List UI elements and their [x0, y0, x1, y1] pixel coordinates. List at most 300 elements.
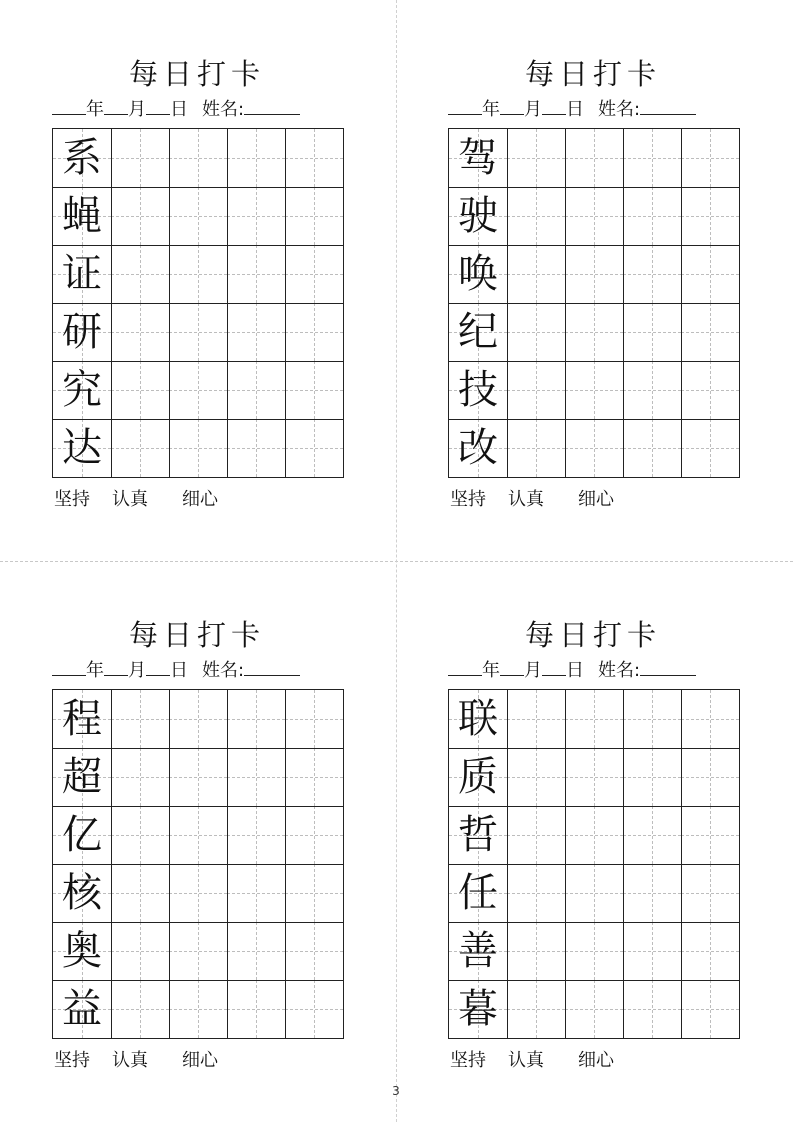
practice-cell[interactable] — [111, 303, 169, 361]
practice-cell[interactable] — [507, 748, 565, 806]
name-blank[interactable] — [244, 96, 300, 115]
year-label: 年 — [482, 99, 500, 120]
card-title: 每日打卡 — [524, 57, 661, 91]
model-character: 系 — [62, 135, 102, 181]
checkin-card — [52, 0, 352, 510]
checkin-card — [52, 561, 352, 1071]
guide-line — [111, 719, 169, 720]
card-title: 每日打卡 — [128, 618, 265, 652]
model-character-cell — [449, 419, 507, 477]
guide-line — [623, 1009, 681, 1010]
guide-line — [285, 390, 343, 391]
grid-line — [53, 748, 343, 749]
guide-line — [507, 1009, 565, 1010]
practice-cell[interactable] — [285, 419, 343, 477]
practice-cell[interactable] — [285, 245, 343, 303]
motto-word: 认真 — [112, 489, 148, 510]
grid-row — [449, 864, 739, 922]
guide-line — [681, 158, 739, 159]
motto-word: 坚持 — [450, 1050, 486, 1071]
grid-row — [449, 980, 739, 1038]
guide-line — [565, 158, 623, 159]
motto-word: 细心 — [182, 489, 218, 510]
practice-cell[interactable] — [111, 245, 169, 303]
guide-line — [111, 835, 169, 836]
model-character-cell — [53, 748, 111, 806]
checkin-card — [448, 561, 748, 1071]
guide-line — [111, 1009, 169, 1010]
year-blank[interactable] — [52, 96, 86, 115]
grid-row — [449, 806, 739, 864]
practice-cell[interactable] — [227, 864, 285, 922]
guide-line — [565, 274, 623, 275]
guide-line — [169, 777, 227, 778]
model-character: 哲 — [458, 812, 498, 858]
guide-line — [285, 158, 343, 159]
model-character-cell — [449, 129, 507, 187]
year-blank[interactable] — [52, 657, 86, 676]
grid-line — [53, 419, 343, 420]
practice-cell[interactable] — [507, 980, 565, 1038]
day-blank[interactable] — [542, 657, 566, 676]
guide-line — [285, 893, 343, 894]
practice-cell[interactable] — [681, 806, 739, 864]
practice-cell[interactable] — [227, 245, 285, 303]
guide-line — [285, 216, 343, 217]
model-character: 亿 — [62, 812, 102, 858]
model-character-cell — [449, 690, 507, 748]
date-name-line — [448, 96, 696, 122]
grid-line — [53, 922, 343, 923]
grid-line — [53, 980, 343, 981]
guide-line — [111, 390, 169, 391]
writing-grid — [52, 689, 344, 1039]
guide-line — [169, 332, 227, 333]
guide-line — [169, 448, 227, 449]
guide-line — [285, 719, 343, 720]
model-character: 驶 — [458, 193, 498, 239]
guide-line — [169, 951, 227, 952]
grid-row — [53, 980, 343, 1038]
guide-line — [681, 719, 739, 720]
model-character-cell — [53, 806, 111, 864]
guide-line — [681, 216, 739, 217]
motto-word: 坚持 — [54, 1050, 90, 1071]
practice-cell[interactable] — [285, 187, 343, 245]
model-character: 程 — [62, 696, 102, 742]
practice-cell[interactable] — [111, 361, 169, 419]
practice-cell[interactable] — [285, 980, 343, 1038]
month-label: 月 — [128, 660, 146, 681]
practice-cell[interactable] — [507, 922, 565, 980]
guide-line — [285, 777, 343, 778]
guide-line — [169, 390, 227, 391]
date-name-line — [448, 657, 696, 683]
grid-line — [53, 187, 343, 188]
name-label: 姓名: — [598, 660, 641, 681]
practice-cell[interactable] — [565, 303, 623, 361]
practice-cell[interactable] — [111, 864, 169, 922]
model-character-cell — [53, 303, 111, 361]
guide-line — [507, 893, 565, 894]
writing-grid — [448, 128, 740, 478]
grid-line — [53, 361, 343, 362]
practice-cell[interactable] — [227, 748, 285, 806]
guide-line — [111, 216, 169, 217]
practice-cell[interactable] — [169, 187, 227, 245]
practice-cell[interactable] — [507, 806, 565, 864]
grid-line — [53, 245, 343, 246]
practice-cell[interactable] — [623, 690, 681, 748]
practice-cell[interactable] — [227, 419, 285, 477]
practice-cell[interactable] — [681, 980, 739, 1038]
practice-cell[interactable] — [565, 419, 623, 477]
model-character-cell — [449, 303, 507, 361]
practice-cell[interactable] — [623, 129, 681, 187]
model-character: 善 — [458, 928, 498, 974]
guide-line — [623, 216, 681, 217]
motto-word: 认真 — [112, 1050, 148, 1071]
model-character-cell — [449, 245, 507, 303]
grid-row — [53, 361, 343, 419]
model-character-cell — [53, 361, 111, 419]
guide-line — [507, 216, 565, 217]
practice-cell[interactable] — [565, 748, 623, 806]
name-blank[interactable] — [640, 96, 696, 115]
year-label: 年 — [86, 99, 104, 120]
year-blank[interactable] — [448, 96, 482, 115]
practice-cell[interactable] — [285, 748, 343, 806]
date-name-line — [52, 96, 300, 122]
model-character-cell — [449, 806, 507, 864]
grid-line — [449, 187, 739, 188]
checkin-card — [448, 0, 748, 510]
name-blank[interactable] — [244, 657, 300, 676]
guide-line — [169, 893, 227, 894]
practice-cell[interactable] — [169, 806, 227, 864]
guide-line — [227, 1009, 285, 1010]
practice-cell[interactable] — [169, 303, 227, 361]
model-character: 质 — [458, 754, 498, 800]
practice-cell[interactable] — [681, 303, 739, 361]
guide-line — [507, 332, 565, 333]
practice-cell[interactable] — [169, 419, 227, 477]
practice-cell[interactable] — [111, 748, 169, 806]
model-character-cell — [53, 690, 111, 748]
day-blank[interactable] — [146, 96, 170, 115]
grid-line — [449, 806, 739, 807]
year-label: 年 — [86, 660, 104, 681]
card-title: 每日打卡 — [128, 57, 265, 91]
practice-cell[interactable] — [623, 245, 681, 303]
guide-line — [227, 951, 285, 952]
model-character-cell — [53, 922, 111, 980]
grid-line — [449, 303, 739, 304]
name-blank[interactable] — [640, 657, 696, 676]
year-blank[interactable] — [448, 657, 482, 676]
guide-line — [507, 719, 565, 720]
day-label: 日 — [566, 99, 584, 120]
practice-cell[interactable] — [681, 129, 739, 187]
motto-word: 认真 — [508, 489, 544, 510]
grid-line — [449, 748, 739, 749]
practice-cell[interactable] — [507, 245, 565, 303]
practice-cell[interactable] — [565, 361, 623, 419]
model-character: 益 — [62, 986, 102, 1032]
grid-row — [53, 303, 343, 361]
model-character-cell — [53, 419, 111, 477]
guide-line — [285, 448, 343, 449]
day-blank[interactable] — [146, 657, 170, 676]
guide-line — [565, 719, 623, 720]
practice-cell[interactable] — [681, 864, 739, 922]
practice-cell[interactable] — [227, 129, 285, 187]
practice-cell[interactable] — [285, 864, 343, 922]
guide-line — [111, 274, 169, 275]
motto — [450, 488, 614, 512]
motto — [54, 488, 218, 512]
vertical-cut-line — [396, 0, 397, 1122]
month-label: 月 — [524, 660, 542, 681]
guide-line — [681, 274, 739, 275]
guide-line — [227, 274, 285, 275]
practice-cell[interactable] — [623, 303, 681, 361]
practice-cell[interactable] — [507, 690, 565, 748]
page-number: 3 — [392, 1084, 400, 1098]
grid-row — [449, 361, 739, 419]
motto-word: 认真 — [508, 1050, 544, 1071]
practice-cell[interactable] — [507, 361, 565, 419]
guide-line — [227, 893, 285, 894]
model-character-cell — [53, 245, 111, 303]
practice-cell[interactable] — [681, 748, 739, 806]
guide-line — [507, 390, 565, 391]
guide-line — [507, 777, 565, 778]
practice-cell[interactable] — [565, 187, 623, 245]
practice-cell[interactable] — [169, 980, 227, 1038]
motto-word: 细心 — [578, 489, 614, 510]
model-character: 技 — [458, 367, 498, 413]
model-character: 蝇 — [62, 193, 102, 239]
guide-line — [565, 448, 623, 449]
card-title: 每日打卡 — [524, 618, 661, 652]
practice-cell[interactable] — [507, 864, 565, 922]
guide-line — [565, 835, 623, 836]
practice-cell[interactable] — [169, 748, 227, 806]
grid-row — [449, 129, 739, 187]
practice-cell[interactable] — [227, 187, 285, 245]
guide-line — [565, 332, 623, 333]
practice-cell[interactable] — [227, 806, 285, 864]
practice-cell[interactable] — [111, 129, 169, 187]
grid-row — [449, 187, 739, 245]
practice-cell[interactable] — [681, 690, 739, 748]
guide-line — [169, 1009, 227, 1010]
guide-line — [681, 448, 739, 449]
motto-word: 坚持 — [450, 489, 486, 510]
grid-row — [53, 806, 343, 864]
month-blank[interactable] — [104, 657, 128, 676]
name-label: 姓名: — [202, 99, 245, 120]
motto-word: 细心 — [578, 1050, 614, 1071]
name-label: 姓名: — [202, 660, 245, 681]
practice-cell[interactable] — [111, 690, 169, 748]
guide-line — [565, 777, 623, 778]
practice-cell[interactable] — [169, 361, 227, 419]
practice-cell[interactable] — [285, 922, 343, 980]
grid-row — [53, 922, 343, 980]
model-character: 驾 — [458, 135, 498, 181]
model-character: 证 — [62, 251, 102, 297]
practice-cell[interactable] — [623, 980, 681, 1038]
practice-cell[interactable] — [565, 806, 623, 864]
day-blank[interactable] — [542, 96, 566, 115]
grid-line — [449, 864, 739, 865]
practice-cell[interactable] — [169, 864, 227, 922]
guide-line — [507, 951, 565, 952]
guide-line — [623, 719, 681, 720]
practice-cell[interactable] — [507, 419, 565, 477]
practice-cell[interactable] — [623, 864, 681, 922]
practice-cell[interactable] — [565, 690, 623, 748]
guide-line — [681, 390, 739, 391]
practice-cell[interactable] — [227, 690, 285, 748]
motto — [450, 1049, 614, 1073]
model-character: 纪 — [458, 309, 498, 355]
practice-cell[interactable] — [169, 922, 227, 980]
practice-cell[interactable] — [285, 806, 343, 864]
model-character-cell — [449, 187, 507, 245]
guide-line — [681, 1009, 739, 1010]
model-character: 奥 — [62, 928, 102, 974]
grid-line — [449, 245, 739, 246]
guide-line — [285, 835, 343, 836]
practice-cell[interactable] — [681, 922, 739, 980]
guide-line — [507, 448, 565, 449]
model-character-cell — [449, 922, 507, 980]
practice-cell[interactable] — [169, 245, 227, 303]
practice-cell[interactable] — [681, 361, 739, 419]
guide-line — [111, 448, 169, 449]
guide-line — [507, 274, 565, 275]
practice-cell[interactable] — [623, 748, 681, 806]
practice-cell[interactable] — [623, 806, 681, 864]
model-character-cell — [449, 361, 507, 419]
practice-cell[interactable] — [565, 864, 623, 922]
practice-cell[interactable] — [227, 361, 285, 419]
guide-line — [285, 951, 343, 952]
grid-row — [449, 922, 739, 980]
practice-cell[interactable] — [565, 245, 623, 303]
guide-line — [565, 951, 623, 952]
practice-cell[interactable] — [565, 129, 623, 187]
guide-line — [227, 216, 285, 217]
model-character-cell — [53, 129, 111, 187]
practice-cell[interactable] — [285, 690, 343, 748]
practice-cell[interactable] — [285, 303, 343, 361]
practice-cell[interactable] — [623, 922, 681, 980]
guide-line — [227, 835, 285, 836]
guide-line — [111, 332, 169, 333]
month-label: 月 — [524, 99, 542, 120]
practice-cell[interactable] — [169, 690, 227, 748]
grid-row — [449, 748, 739, 806]
month-blank[interactable] — [500, 96, 524, 115]
guide-line — [169, 274, 227, 275]
practice-cell[interactable] — [507, 187, 565, 245]
model-character: 究 — [62, 367, 102, 413]
model-character: 暮 — [458, 986, 498, 1032]
grid-row — [449, 419, 739, 477]
guide-line — [623, 835, 681, 836]
guide-line — [681, 835, 739, 836]
guide-line — [227, 777, 285, 778]
grid-row — [53, 187, 343, 245]
practice-cell[interactable] — [623, 187, 681, 245]
practice-cell[interactable] — [285, 129, 343, 187]
day-label: 日 — [566, 660, 584, 681]
practice-cell[interactable] — [285, 361, 343, 419]
practice-cell[interactable] — [565, 980, 623, 1038]
guide-line — [227, 719, 285, 720]
practice-cell[interactable] — [227, 303, 285, 361]
model-character: 核 — [62, 870, 102, 916]
guide-line — [623, 893, 681, 894]
practice-cell[interactable] — [623, 361, 681, 419]
guide-line — [681, 893, 739, 894]
day-label: 日 — [170, 660, 188, 681]
guide-line — [681, 951, 739, 952]
guide-line — [285, 274, 343, 275]
grid-line — [53, 806, 343, 807]
model-character: 研 — [62, 309, 102, 355]
practice-cell[interactable] — [227, 980, 285, 1038]
guide-line — [565, 893, 623, 894]
grid-line — [449, 361, 739, 362]
guide-line — [623, 158, 681, 159]
guide-line — [111, 893, 169, 894]
practice-cell[interactable] — [507, 303, 565, 361]
practice-cell[interactable] — [111, 187, 169, 245]
motto-word: 坚持 — [54, 489, 90, 510]
practice-cell[interactable] — [565, 922, 623, 980]
guide-line — [507, 835, 565, 836]
practice-cell[interactable] — [111, 980, 169, 1038]
practice-cell[interactable] — [681, 245, 739, 303]
model-character-cell — [449, 864, 507, 922]
practice-cell[interactable] — [111, 419, 169, 477]
month-blank[interactable] — [104, 96, 128, 115]
grid-row — [53, 748, 343, 806]
guide-line — [169, 719, 227, 720]
practice-cell[interactable] — [169, 129, 227, 187]
motto — [54, 1049, 218, 1073]
practice-cell[interactable] — [681, 419, 739, 477]
grid-line — [53, 864, 343, 865]
practice-cell[interactable] — [507, 129, 565, 187]
grid-row — [449, 690, 739, 748]
practice-cell[interactable] — [111, 806, 169, 864]
practice-cell[interactable] — [227, 922, 285, 980]
practice-cell[interactable] — [111, 922, 169, 980]
practice-cell[interactable] — [623, 419, 681, 477]
writing-grid — [448, 689, 740, 1039]
date-name-line — [52, 657, 300, 683]
grid-row — [53, 864, 343, 922]
month-blank[interactable] — [500, 657, 524, 676]
practice-cell[interactable] — [681, 187, 739, 245]
grid-row — [53, 419, 343, 477]
